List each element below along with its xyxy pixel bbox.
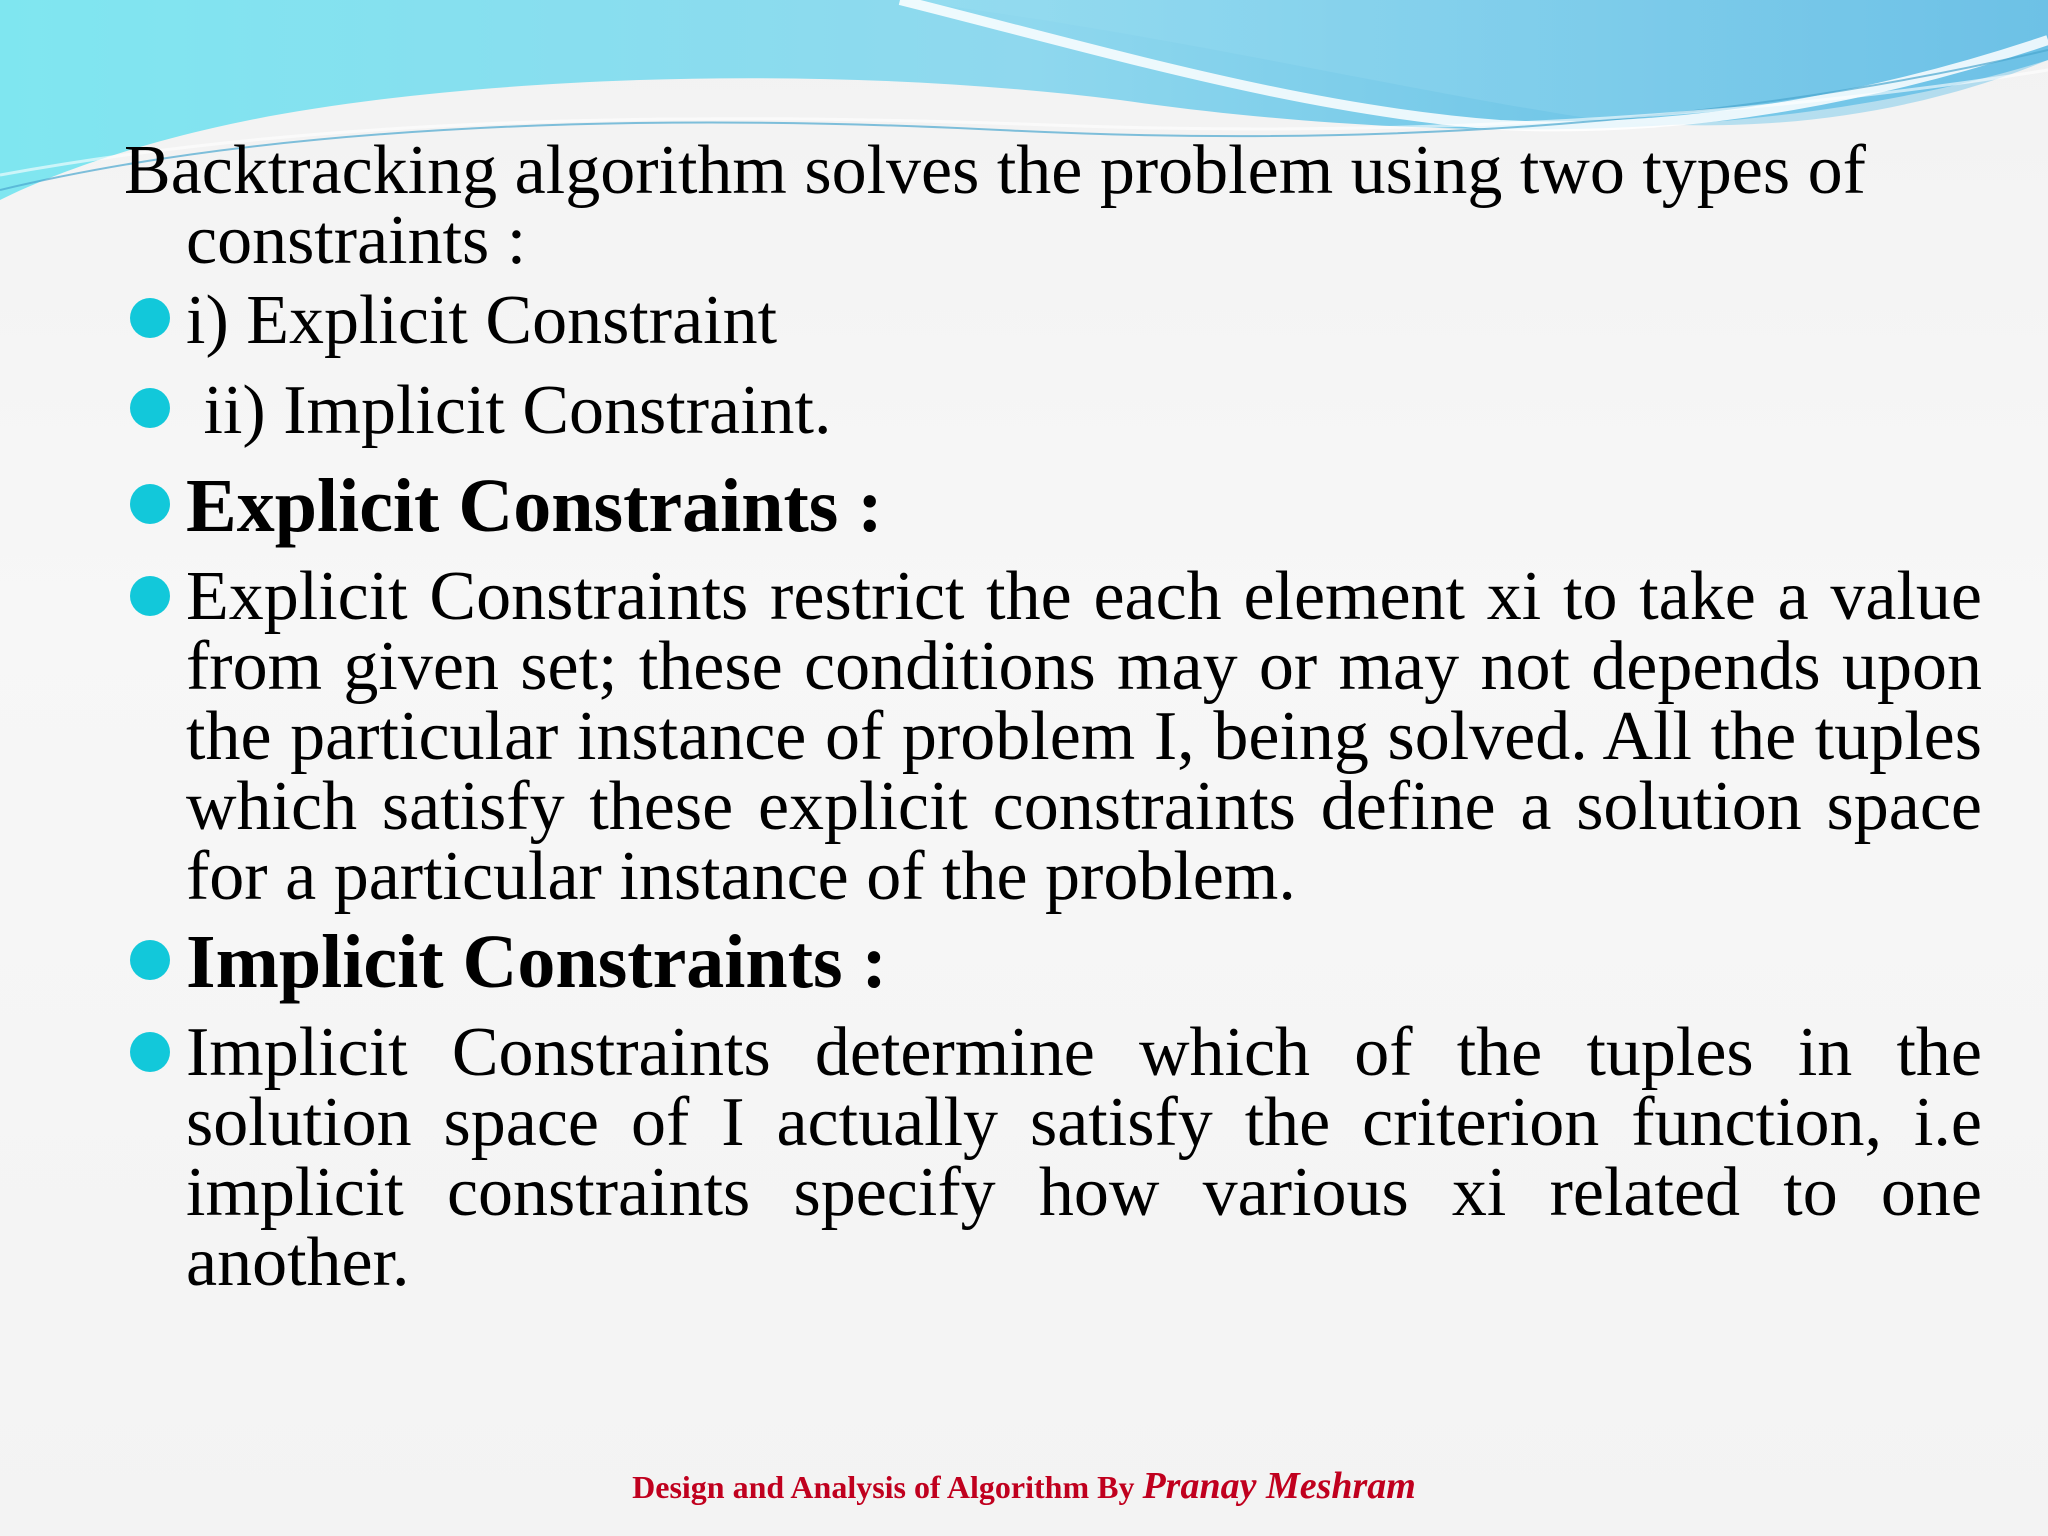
bullet-dot-icon	[130, 298, 170, 338]
footer-author: Pranay Meshram	[1142, 1465, 1416, 1507]
bullet-dot-icon	[130, 1032, 170, 1072]
bullet-item-implicit	[124, 366, 1924, 456]
explicit-heading-text: Explicit Constraints :	[186, 464, 883, 548]
intro-text: Backtracking algorithm solves the problem using two types of constraints :	[124, 132, 1866, 279]
implicit-heading-text: Implicit Constraints :	[186, 920, 887, 1004]
bullet-dot-icon	[130, 940, 170, 980]
implicit-paragraph	[124, 1014, 1982, 1301]
slide-footer	[0, 1464, 2048, 1508]
bullet-dot-icon	[130, 576, 170, 616]
footer-prefix: Design and Analysis of Algorithm By	[632, 1469, 1143, 1505]
explicit-paragraph	[124, 558, 1982, 915]
explicit-heading	[124, 458, 1924, 554]
bullet-item-label: ii) Implicit Constraint.	[186, 372, 832, 449]
implicit-heading	[124, 914, 1924, 1010]
implicit-paragraph-text: Implicit Constraints determine which of the tuples in the solution space of I actually satisfy the criterion function, i.e implicit constraints specify how various xi related to one another.	[186, 1014, 1982, 1301]
bullet-dot-icon	[130, 484, 170, 524]
explicit-paragraph-text: Explicit Constraints restrict the each element xi to take a value from given set; these conditions may or may not depends upon the particular instance of problem I, being solved. All the tuples which satisfy these explicit constraints define a solution space for a particular instance of the problem.	[186, 558, 1982, 915]
bullet-item-explicit	[124, 276, 1924, 366]
slide-content	[124, 132, 1982, 1301]
bullet-dot-icon	[130, 388, 170, 428]
bullet-item-label: i) Explicit Constraint	[186, 282, 778, 359]
